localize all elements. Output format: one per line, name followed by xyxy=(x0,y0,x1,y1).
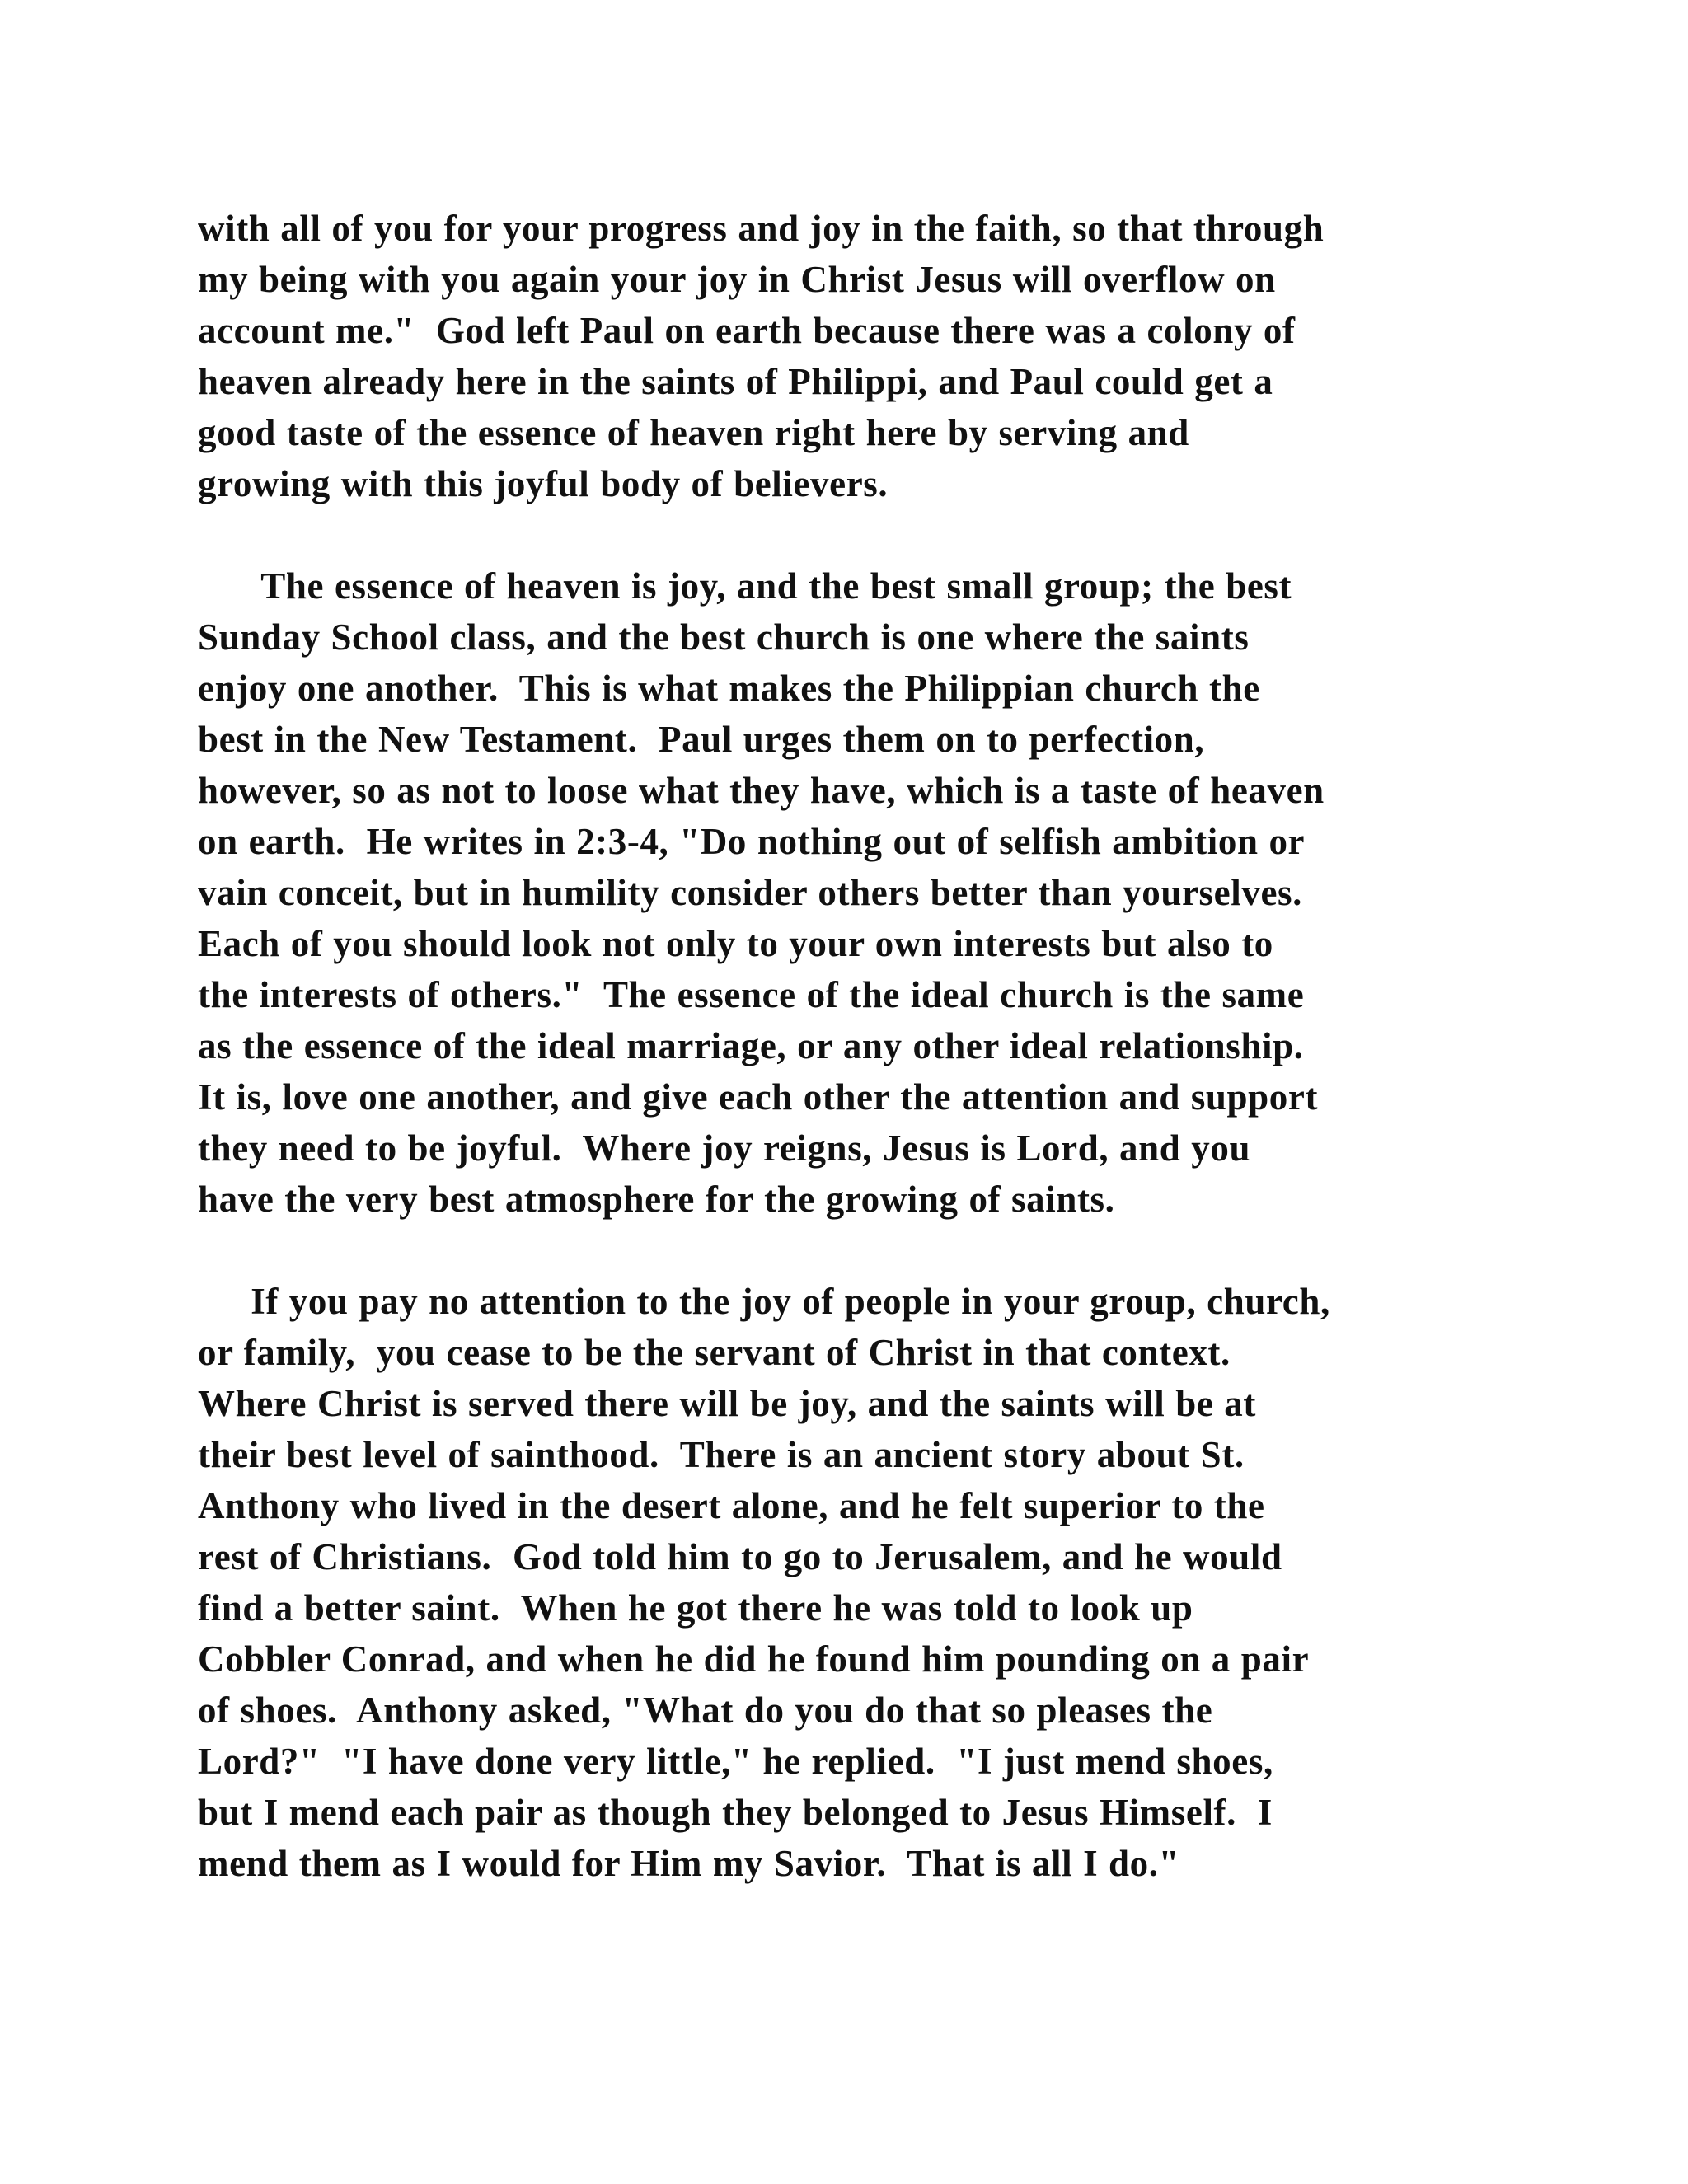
text-line: they need to be joyful. Where joy reigns, Jesus is Lord, and you xyxy=(198,1127,1251,1169)
text-line: heaven already here in the saints of Philippi, and Paul could get a xyxy=(198,361,1273,402)
text-line: my being with you again your joy in Christ Jesus will overflow on xyxy=(198,259,1276,300)
text-line: however, so as not to loose what they have, which is a taste of heaven xyxy=(198,770,1325,811)
text-line: their best level of sainthood. There is an ancient story about St. xyxy=(198,1434,1245,1475)
document-body xyxy=(198,203,1517,1889)
paragraph-spacer xyxy=(198,1225,1517,1276)
text-line: enjoy one another. This is what makes the Philippian church the xyxy=(198,668,1260,709)
text-line: good taste of the essence of heaven right here by serving and xyxy=(198,412,1189,453)
text-line: Anthony who lived in the desert alone, and he felt superior to the xyxy=(198,1485,1265,1526)
text-line: Where Christ is served there will be joy, and the saints will be at xyxy=(198,1383,1256,1424)
text-line: find a better saint. When he got there he was told to look up xyxy=(198,1587,1193,1629)
text-line: rest of Christians. God told him to go to Jerusalem, and he would xyxy=(198,1536,1282,1577)
text-line: on earth. He writes in 2:3-4, "Do nothing out of selfish ambition or xyxy=(198,821,1306,862)
text-line: with all of you for your progress and joy in the faith, so that through xyxy=(198,208,1325,249)
text-line: have the very best atmosphere for the growing of saints. xyxy=(198,1179,1115,1220)
paragraph-2 xyxy=(198,560,1517,1225)
text-line: of shoes. Anthony asked, "What do you do that so pleases the xyxy=(198,1690,1213,1731)
text-line: Cobbler Conrad, and when he did he found him pounding on a pair xyxy=(198,1638,1310,1680)
text-line: If you pay no attention to the joy of people in your group, church, xyxy=(198,1281,1330,1322)
text-line: Lord?" "I have done very little," he replied. "I just mend shoes, xyxy=(198,1741,1273,1782)
text-line: or family, you cease to be the servant of Christ in that context. xyxy=(198,1332,1231,1373)
text-line: as the essence of the ideal marriage, or any other ideal relationship. xyxy=(198,1025,1304,1066)
text-line: the interests of others." The essence of the ideal church is the same xyxy=(198,974,1305,1015)
text-line: growing with this joyful body of believers. xyxy=(198,463,889,504)
text-line: mend them as I would for Him my Savior. That is all I do." xyxy=(198,1843,1180,1884)
text-line: best in the New Testament. Paul urges them on to perfection, xyxy=(198,719,1205,760)
text-line: The essence of heaven is joy, and the best small group; the best xyxy=(198,565,1292,607)
text-line: but I mend each pair as though they belonged to Jesus Himself. I xyxy=(198,1792,1273,1833)
text-line: account me." God left Paul on earth because there was a colony of xyxy=(198,310,1296,351)
text-line: It is, love one another, and give each other the attention and support xyxy=(198,1076,1319,1118)
paragraph-1 xyxy=(198,203,1517,509)
paragraph-3 xyxy=(198,1276,1517,1889)
text-line: vain conceit, but in humility consider others better than yourselves. xyxy=(198,872,1302,913)
text-line: Sunday School class, and the best church is one where the saints xyxy=(198,616,1250,658)
paragraph-spacer xyxy=(198,509,1517,560)
text-line: Each of you should look not only to your own interests but also to xyxy=(198,923,1273,964)
